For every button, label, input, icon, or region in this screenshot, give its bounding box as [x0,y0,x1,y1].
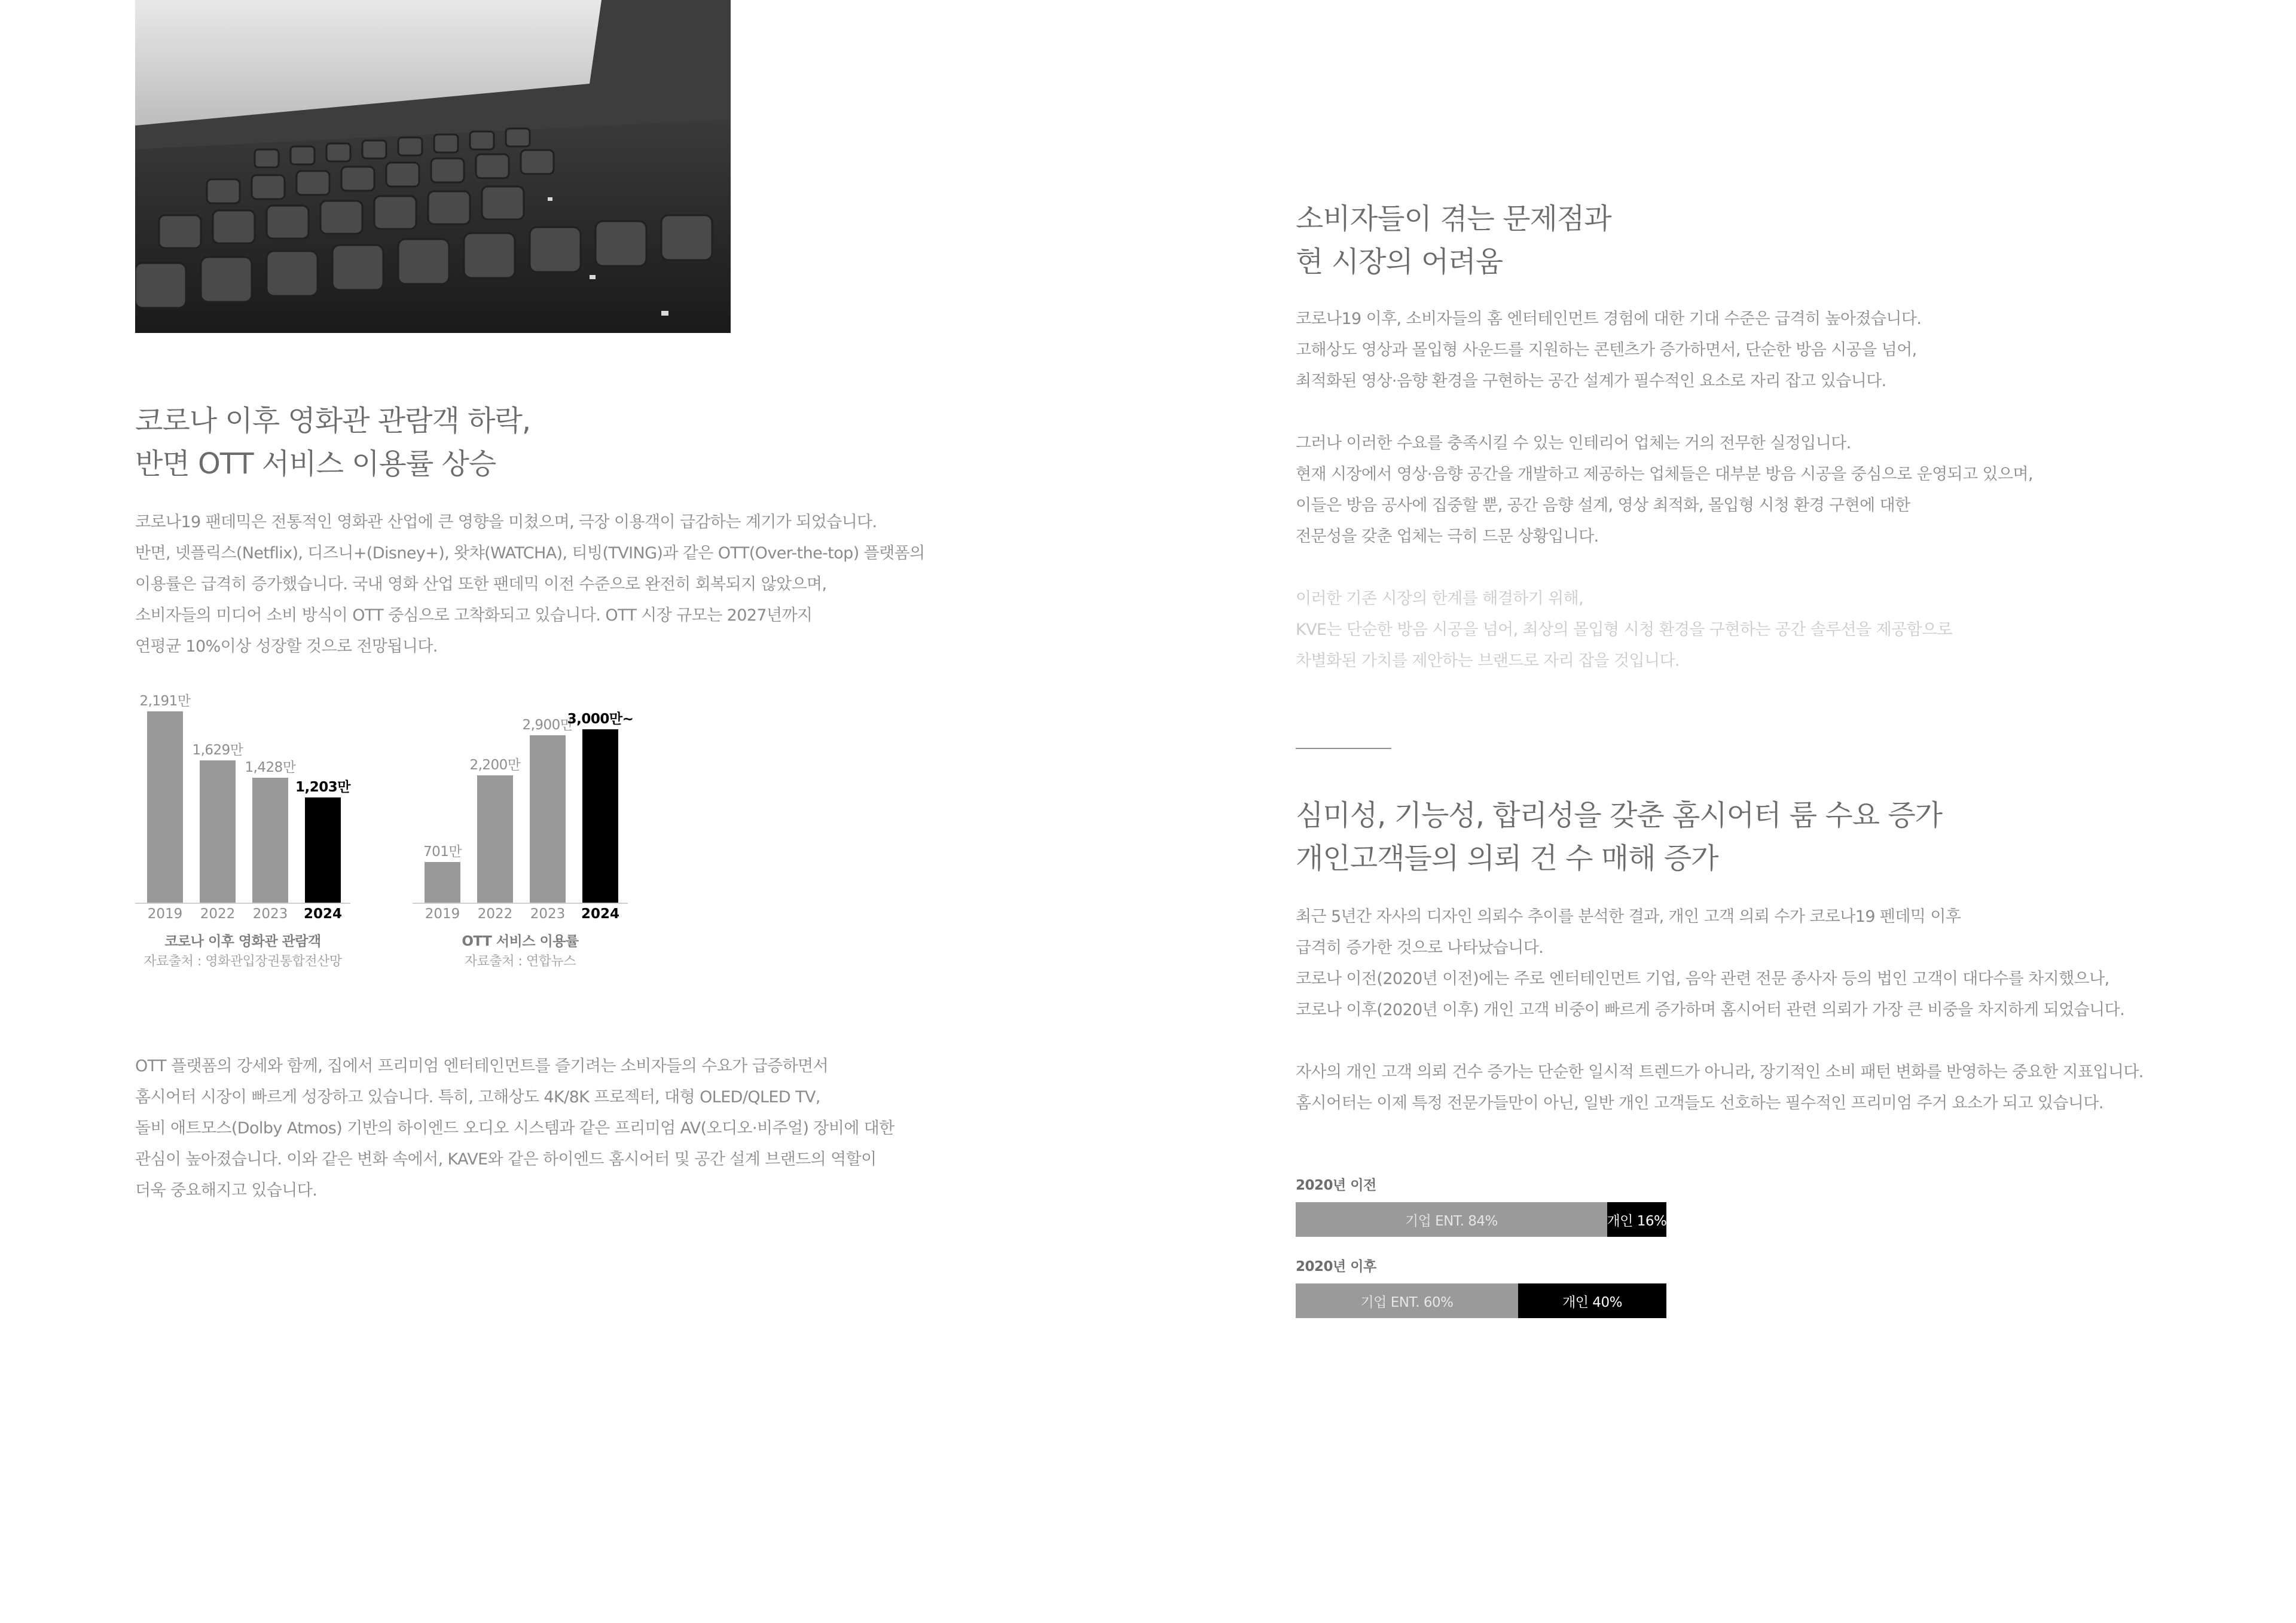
left-title [135,399,530,485]
client-share-before-2020 [1296,1174,1666,1237]
category-label: 2023 [252,906,288,922]
paragraph-gap [1296,1026,2144,1057]
text-line: 급격히 증가한 것으로 나타났습니다. [1296,939,1544,957]
bar-2019 [425,862,460,903]
chart-source: 자료출처 : 영화관입장권통합전산망 [144,954,342,969]
text-line: OTT 플랫폼의 강세와 함께, 집에서 프리미엄 엔터테인먼트를 즐기려는 소비자들의 수요가 급증하면서 [135,1057,829,1075]
bar-2024 [582,729,618,903]
text-line: 이용률은 급격히 증가했습니다. 국내 영화 산업 또한 팬데믹 이전 수준으로 완전히 회복되지 않았으며, [135,575,827,594]
cinema-photo [135,0,731,333]
corporate-segment: 기업 ENT. 60% [1296,1283,1518,1318]
text-line: 이들은 방음 공사에 집중할 뿐, 공간 음향 설계, 영상 최적화, 몰입형 시청 환경 구현에 대한 [1296,496,1910,515]
text-line: 돌비 애트모스(Dolby Atmos) 기반의 하이엔드 오디오 시스템과 같은 프리미엄 AV(오디오·비주얼) 장비에 대한 [135,1119,894,1138]
theater-audience-chart [135,693,350,922]
value-label: 1,629만 [192,742,243,759]
text-line: 차별화된 가치를 제안하는 브랜드로 자리 잡을 것입니다. [1296,652,1680,670]
text-line: 코로나 이전(2020년 이전)에는 주로 엔터테인먼트 기업, 음악 관련 전문 종사자 등의 법인 고객이 대다수를 차지했으나, [1296,970,2109,988]
category-label: 2024 [303,906,342,922]
text-line: 소비자들의 미디어 소비 방식이 OTT 중심으로 고착화되고 있습니다. OTT 시장 규모는 2027년까지 [135,606,813,625]
ott-usage-chart [413,705,634,922]
bar-2024 [305,797,341,903]
text-line: 더욱 중요해지고 있습니다. [135,1181,317,1200]
section1-title-line-2: 현 시장의 어려움 [1296,245,1503,279]
text-line: 고해상도 영상과 몰입형 사운드를 지원하는 콘텐츠가 증가하면서, 단순한 방음 시공을 넘어, [1296,341,1917,359]
text-line: 그러나 이러한 수요를 충족시킬 수 있는 인테리어 업체는 거의 전무한 실정입니다. [1296,434,1851,453]
category-label: 2022 [200,906,236,922]
left-closing-paragraph [135,1051,894,1206]
chart-source: 자료출처 : 연합뉴스 [465,954,576,969]
stacked-bar [1296,1283,1666,1318]
text-line: 관심이 높아졌습니다. 이와 같은 변화 속에서, KAVE와 같은 하이엔드 홈시어터 및 공간 설계 브랜드의 역할이 [135,1150,877,1169]
value-label: 3,000만~ [567,711,634,727]
text-line: 연평균 10%이상 성장할 것으로 전망됩니다. [135,637,438,656]
section2-title-line-1: 심미성, 기능성, 합리성을 갖춘 홈시어터 룸 수요 증가 [1296,799,1943,832]
value-label: 2,900만 [522,717,573,733]
section1-body [1296,304,2033,677]
text-line: 현재 시장에서 영상·음향 공간을 개발하고 제공하는 업체들은 대부분 방음 시공을 중심으로 운영되고 있으며, [1296,465,2033,484]
section1-faded-paragraph [1296,583,2033,677]
personal-segment: 개인 40% [1518,1283,1666,1318]
text-line: 이러한 기존 시장의 한계를 해결하기 위해, [1296,589,1584,608]
value-label: 1,428만 [245,760,296,776]
share-row-label: 2020년 이전 [1296,1178,1376,1193]
text-line: 코로나 이후(2020년 이후) 개인 고객 비중이 빠르게 증가하며 홈시어터 관련 의뢰가 가장 큰 비중을 차지하게 되었습니다. [1296,1001,2125,1019]
section1-title [1296,197,1611,283]
text-line: 최적화된 영상·음향 환경을 구현하는 공간 설계가 필수적인 요소로 자리 잡고 있습니다. [1296,372,1886,390]
paragraph-gap [1296,552,2033,583]
category-label: 2019 [147,906,183,922]
chart-title: OTT 서비스 이용률 [462,934,579,949]
text-line: 자사의 개인 고객 의뢰 건수 증가는 단순한 일시적 트렌드가 아니라, 장기적인 소비 패턴 변화를 반영하는 중요한 지표입니다. [1296,1063,2144,1081]
text-line: 최근 5년간 자사의 디자인 의뢰수 추이를 분석한 결과, 개인 고객 의뢰 수가 코로나19 펜데믹 이후 [1296,907,1961,926]
theater-chart-caption [135,931,350,972]
text-line: 홈시어터는 이제 특정 전문가들만이 아닌, 일반 개인 고객들도 선호하는 필수적인 프리미엄 주거 요소가 되고 있습니다. [1296,1094,2103,1112]
chart-title: 코로나 이후 영화관 관람객 [164,934,321,949]
section-divider [1296,748,1391,749]
personal-segment: 개인 16% [1607,1202,1666,1237]
ott-chart-caption [413,931,628,972]
value-label: 1,203만 [295,780,350,796]
text-line: 홈시어터 시장이 빠르게 성장하고 있습니다. 특히, 고해상도 4K/8K 프로젝터, 대형 OLED/QLED TV, [135,1088,820,1107]
text-line: KVE는 단순한 방음 시공을 넘어, 최상의 몰입형 시청 환경을 구현하는 공간 솔루션을 제공함으로 [1296,621,1953,639]
value-label: 2,191만 [139,693,191,709]
corporate-segment: 기업 ENT. 84% [1296,1202,1607,1237]
category-label: 2023 [530,906,566,922]
text-line: 반면, 넷플릭스(Netflix), 디즈니+(Disney+), 왓챠(WATCHA), 티빙(TVING)과 같은 OTT(Over-the-top) 플랫폼의 [135,544,925,563]
chart-baseline [135,903,350,904]
chart-baseline [413,903,628,904]
section2-title-line-2: 개인고객들의 의뢰 건 수 매해 증가 [1296,842,1718,875]
left-title-line-1: 코로나 이후 영화관 관람객 하락, [135,404,531,438]
text-line: 코로나19 팬데믹은 전통적인 영화관 산업에 큰 영향을 미쳤으며, 극장 이용객이 급감하는 계기가 되었습니다. [135,513,877,531]
left-intro-paragraph [135,507,925,662]
bar-2023 [252,778,288,903]
bar-2022 [477,775,513,903]
bar-2023 [530,735,566,903]
client-share-after-2020 [1296,1255,1666,1318]
text-line: 전문성을 갖춘 업체는 극히 드문 상황입니다. [1296,527,1599,546]
section2-body [1296,901,2144,1119]
paragraph-gap [1296,397,2033,428]
text-line: 코로나19 이후, 소비자들의 홈 엔터테인먼트 경험에 대한 기대 수준은 급격히 높아졌습니다. [1296,310,1922,328]
stacked-bar [1296,1202,1666,1237]
value-label: 2,200만 [469,757,521,774]
section2-title [1296,794,1942,880]
share-row-label: 2020년 이후 [1296,1259,1376,1274]
bar-2019 [147,711,183,903]
category-label: 2024 [581,906,619,922]
bar-2022 [200,760,236,903]
section1-title-line-1: 소비자들이 겪는 문제점과 [1296,202,1611,236]
left-title-line-2: 반면 OTT 서비스 이용률 상승 [135,447,496,481]
value-label: 701만 [423,844,462,860]
category-label: 2019 [425,906,460,922]
category-label: 2022 [477,906,513,922]
